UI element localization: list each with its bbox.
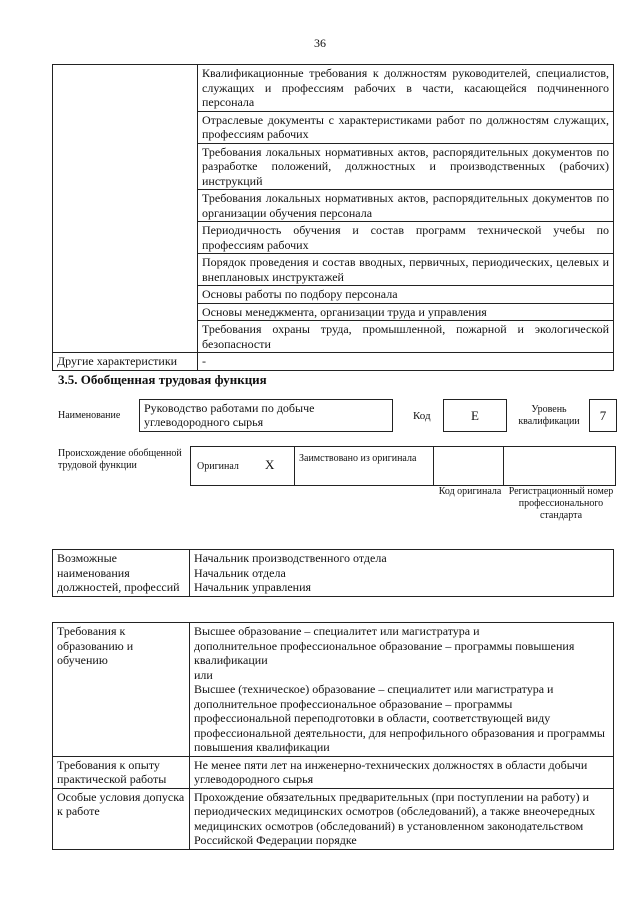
experience-label: Требования к опыту практической работы [53,756,190,788]
divider [294,447,295,485]
possible-names-label: Возможные наименования должностей, профессий [53,550,190,597]
knowledge-item: Основы менеджмента, организации труда и управления [198,303,614,321]
original-mark: X [265,457,275,472]
knowledge-table [52,64,614,371]
knowledge-item: Требования охраны труда, промышленной, пожарной и экологической безопасности [198,321,614,353]
borrowed-label: Заимствовано из оригинала [299,453,417,464]
education-line: или [194,667,213,682]
code-label: Код [413,410,431,422]
knowledge-item: Квалификационные требования к должностям руководителей, специалистов, служащих и профессиям рабочих в части, касающейся подчиненного персонала [198,65,614,112]
section-title: 3.5. Обобщенная трудовая функция [58,372,267,387]
level-box: 7 [589,399,617,432]
knowledge-item: Требования локальных нормативных актов, распорядительных документов по организации обучения персонала [198,190,614,222]
name-item: Начальник управления [194,580,312,594]
reg-number-label: Регистрационный номер профессионального стандарта [508,486,614,521]
education-line: дополнительное профессиональное образование – программы профессиональной переподготовки в области, соответствующей виду профессиональной деятельности, для непрофильного образования и программы повышения квалификации [194,696,605,754]
other-characteristics-label: Другие характеристики [53,353,198,371]
origin-box [190,446,616,486]
knowledge-item: Порядок проведения и состав вводных, первичных, периодических, целевых и внеплановых инструктажей [198,254,614,286]
knowledge-item: Требования локальных нормативных актов, распорядительных документов по разработке положений, должностных и производственных (рабочих) инструкций [198,143,614,190]
name-item: Начальник отдела [194,565,286,580]
possible-names-values [190,550,614,597]
conditions-label: Особые условия допуска к работе [53,788,190,849]
page-number: 36 [314,36,326,50]
experience-value: Не менее пяти лет на инженерно-технических должностях в области добычи углеводородного сырья [190,756,614,788]
education-line: Высшее (техническое) образование – специалитет или магистратура и [194,682,554,696]
knowledge-item: Отраслевые документы с характеристиками работ по должностям служащих, профессиям рабочих [198,111,614,143]
education-line: Высшее образование – специалитет или магистратура и [194,624,480,638]
education-line: дополнительное профессиональное образование – программы повышения квалификации [194,638,575,667]
function-name-box: Руководство работами по добыче углеводородного сырья [139,399,393,432]
knowledge-item: Периодичность обучения и состав программ технической учебы по профессиям рабочих [198,222,614,254]
knowledge-item: Основы работы по подбору персонала [198,286,614,304]
level-label: Уровень квалификации [518,404,580,427]
other-characteristics-value: - [198,353,614,371]
knowledge-label-cell [53,65,198,353]
divider [503,447,504,485]
origin-label: Происхождение обобщенной трудовой функции [58,448,182,471]
possible-names-table [52,549,614,597]
requirements-table [52,622,614,850]
original-label: Оригинал [197,461,239,472]
code-box: E [443,399,507,432]
divider [433,447,434,485]
conditions-value: Прохождение обязательных предварительных (при поступлении на работу) и периодических медицинских осмотров (обследований), а также внеочередных медицинских осмотров (обследований) в установленном законодательством Российской Федерации порядке [190,788,614,849]
name-label: Наименование [58,410,121,421]
code-original-label: Код оригинала [438,486,502,497]
education-value [190,623,614,757]
name-item: Начальник производственного отдела [194,551,387,565]
education-label: Требования к образованию и обучению [53,623,190,757]
